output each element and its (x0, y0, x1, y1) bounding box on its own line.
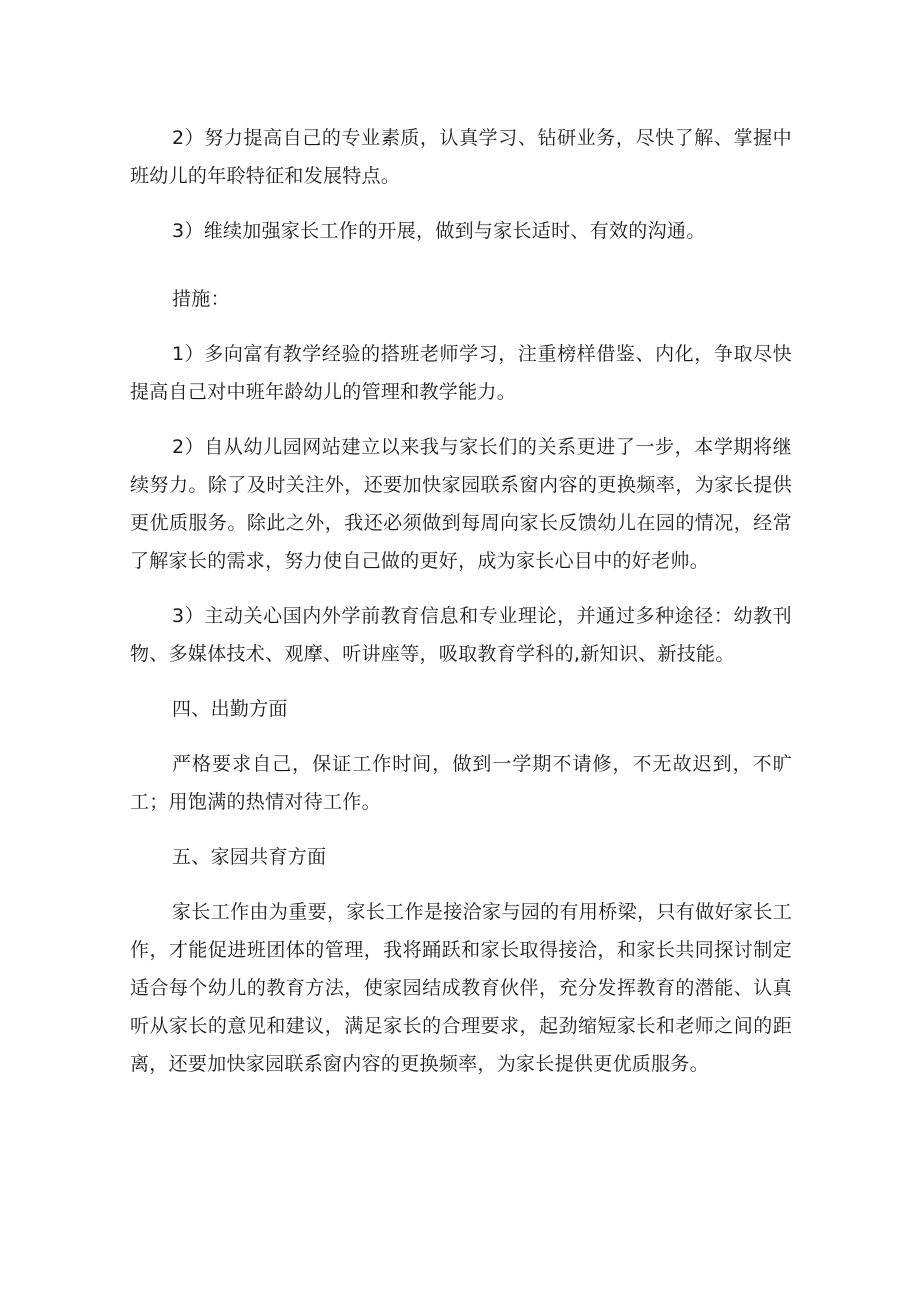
paragraph-home-school: 家长工作由为重要，家长工作是接洽家与园的有用桥梁，只有做好家长工作，才能促进班团体的管理，我将踊跃和家长取得接洽，和家长共同探讨制定适合每个幼儿的教育方法，使家园结成教育伙伴，充分发挥教育的潜能、认真听从家长的意见和建议，满足家长的合理要求，起劲缩短家长和老师之间的距离，还要加快家园联系窗内容的更换频率，为家长提供更优质服务。 (130, 901, 792, 1075)
paragraph-measure-2: 2）自从幼儿园网站建立以来我与家长们的关系更进了一步，本学期将继续努力。除了及时关注外，还要加快家园联系窗内容的更换频率，为家长提供更优质服务。除此之外，我还必须做到每周向家长反馈幼儿在园的情况，经常了解家长的需求，努力使自己做的更好，成为家长心目中的好老帅。 (130, 436, 792, 572)
document-body (130, 119, 792, 1100)
paragraph-goal-2: 2）努力提高自己的专业素质，认真学习、钻研业务，尽快了解、掌握中班幼儿的年聆特征和发展特点。 (130, 127, 792, 187)
measures-heading: 措施： (172, 288, 230, 310)
paragraph-goal-3: 3）维续加强家长工作的开展，做到与家长适时、有效的沟通。 (172, 220, 706, 242)
paragraph-measure-1: 1）多向富有教学经验的搭班老师学习，注重榜样借鉴、内化，争取尽快提高自己对中班年龄幼儿的管理和教学能力。 (130, 343, 792, 403)
section-heading-home-school: 五、家园共育方面 (172, 846, 327, 868)
paragraph-measure-3: 3）主动关心国内外学前教育信息和专业理论，并通过多种途径：幼教刊物、多媒体技术、观摩、听讲座等，吸取教育学科的,新知识、新技能。 (130, 605, 792, 665)
section-heading-attendance: 四、出勤方面 (172, 698, 288, 720)
paragraph-attendance: 严格要求自己，保证工作时间，做到一学期不请修，不无故迟到，不旷工；用饱满的热情对待工作。 (130, 753, 792, 813)
